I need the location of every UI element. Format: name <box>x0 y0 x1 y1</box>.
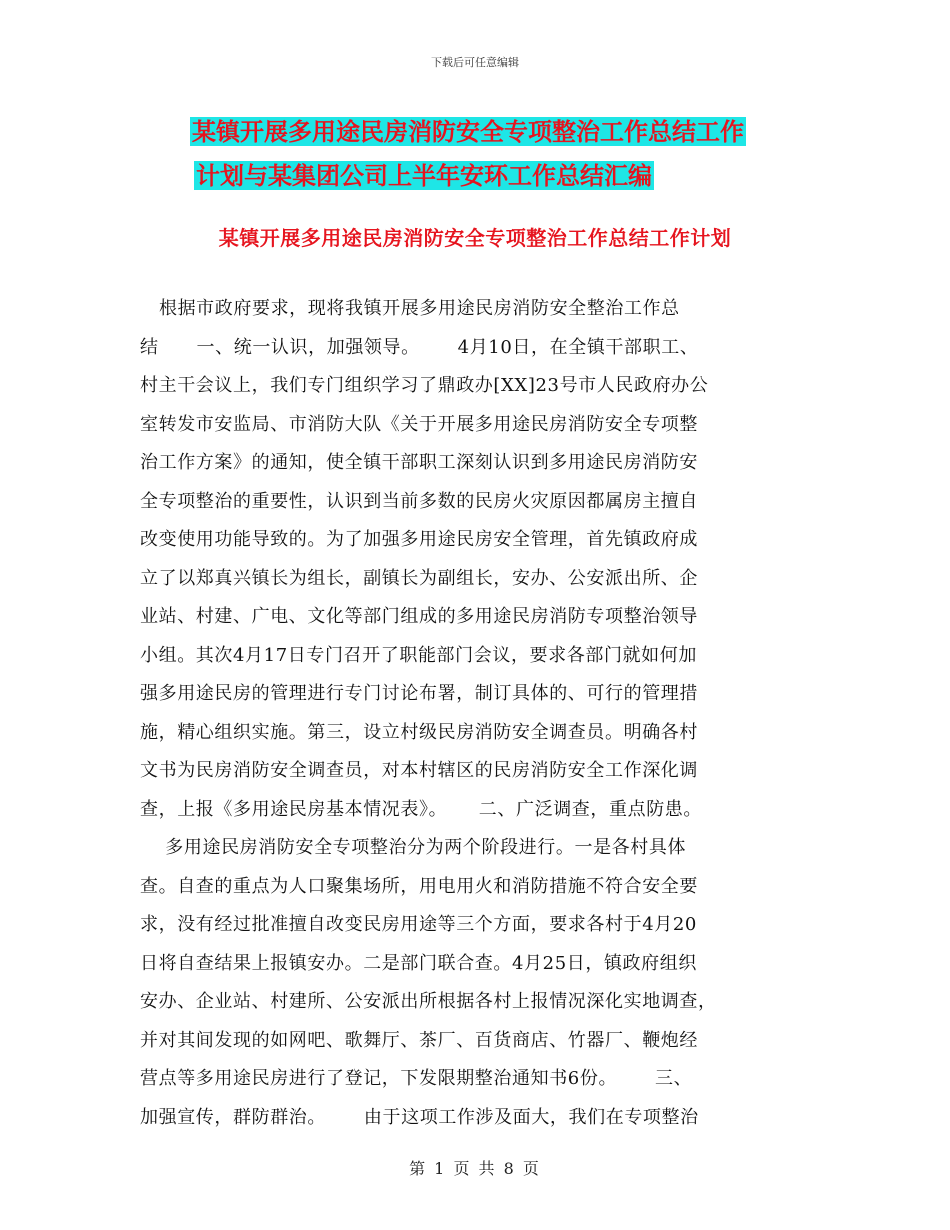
body-line: 业站、村建、广电、文化等部门组成的多用途民房消防专项整治领导 <box>140 606 698 627</box>
body-line: 并对其间发现的如网吧、歌舞厅、茶厂、百货商店、竹器厂、鞭炮经 <box>140 1029 698 1051</box>
body-line: 多用途民房消防安全专项整治分为两个阶段进行。一是各村具体 <box>140 837 687 858</box>
header-note: 下载后可任意编辑 <box>431 56 519 69</box>
body-line: 求，没有经过批准擅自改变民房用途等三个方面，要求各村于4月20 <box>140 914 697 935</box>
body-line: 治工作方案》的通知，使全镇干部职工深刻认识到多用途民房消防安 <box>140 452 698 473</box>
body-line: 安办、企业站、村建所、公安派出所根据各村上报情况深化实地调查， <box>140 991 717 1012</box>
body-text <box>140 290 830 1137</box>
page-number-footer: 第 1 页 共 8 页 <box>409 1159 541 1178</box>
document-main-title <box>190 110 810 198</box>
body-line: 营点等多用途民房进行了登记，下发限期整治通知书6份。 三、 <box>140 1068 693 1089</box>
body-line: 日将自查结果上报镇安办。二是部门联合查。4月25日，镇政府组织 <box>140 952 697 974</box>
section-title: 某镇开展多用途民房消防安全专项整治工作总结工作计划 <box>218 226 732 250</box>
body-line: 立了以郑真兴镇长为组长，副镇长为副组长，安办、公安派出所、企 <box>140 567 698 589</box>
main-title-line-2: 计划与某集团公司上半年安环工作总结汇编 <box>196 161 652 190</box>
body-line: 查。自查的重点为人口聚集场所，用电用火和消防措施不符合安全要 <box>140 875 698 897</box>
body-line: 文书为民房消防安全调查员，对本村辖区的民房消防安全工作深化调 <box>140 760 698 781</box>
body-line: 结 一、统一认识，加强领导。 4月10日，在全镇干部职工、 <box>140 336 699 358</box>
body-line: 室转发市安监局、市消防大队《关于开展多用途民房消防安全专项整 <box>140 413 698 435</box>
body-line: 小组。其次4月17日专门召开了职能部门会议，要求各部门就如何加 <box>140 644 697 666</box>
body-line: 加强宣传，群防群治。 由于这项工作涉及面大，我们在专项整治 <box>140 1106 699 1128</box>
body-line: 根据市政府要求，现将我镇开展多用途民房消防安全整治工作总 <box>140 298 680 319</box>
body-line: 强多用途民房的管理进行专门讨论布署，制订具体的、可行的管理措 <box>140 683 698 704</box>
body-line: 施，精心组织实施。第三，设立村级民房消防安全调查员。明确各村 <box>140 721 698 743</box>
body-line: 全专项整治的重要性，认识到当前多数的民房火灾原因都属房主擅自 <box>140 490 698 512</box>
body-line: 改变使用功能导致的。为了加强多用途民房安全管理，首先镇政府成 <box>140 529 698 550</box>
main-title-line-1: 某镇开展多用途民房消防安全专项整治工作总结工作 <box>192 117 744 146</box>
body-line: 查，上报《多用途民房基本情况表》。 二、广泛调查，重点防患。 <box>140 798 703 820</box>
body-line: 村主干会议上，我们专门组织学习了鼎政办[XX]23号市人民政府办公 <box>140 375 709 396</box>
